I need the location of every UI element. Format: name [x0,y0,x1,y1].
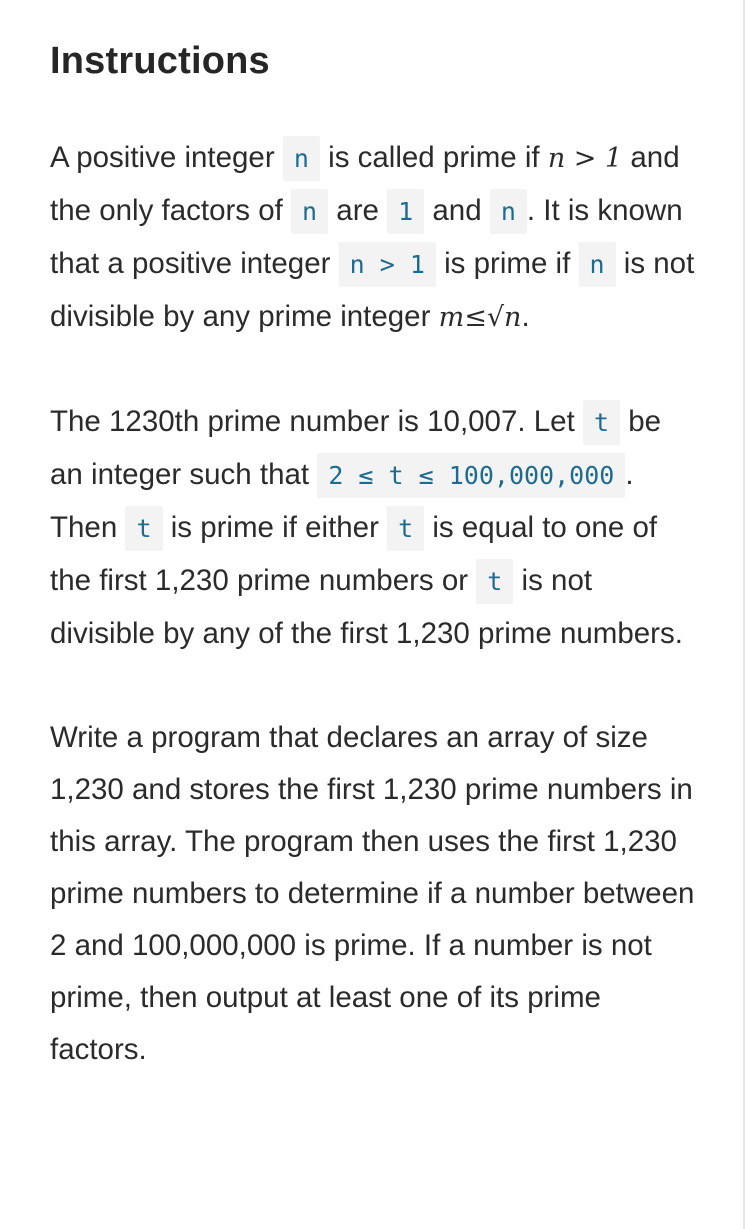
math-n-greater-1: n > 1 [547,143,623,174]
inline-code-n-greater-1: n > 1 [339,242,436,287]
text-segment: is prime if either [162,511,388,544]
inline-code-1: 1 [387,189,424,234]
text-segment: The 1230th prime number is 10,007. Let [50,405,583,438]
text-segment: is equal to one of the first 1,230 prime numbers or [50,511,658,597]
paragraph-prime-definition [50,132,700,344]
text-segment: be an integer such that [50,405,662,491]
instructions-panel [50,0,700,1076]
text-segment: is not divisible by any prime integer [50,247,695,333]
text-segment: . [521,300,530,333]
text-segment: is prime if [435,247,579,280]
inline-code-t: t [476,559,513,604]
inline-code-n: n [579,242,616,287]
text-segment: is not divisible by any of the first 1,230 prime numbers. [50,564,683,650]
inline-code-t: t [387,506,424,551]
inline-code-t: t [125,506,162,551]
inline-code-range: 2 ≤ t ≤ 100,000,000 [317,453,625,498]
text-segment: A positive integer [50,141,283,174]
page-title: Instructions [50,40,270,82]
inline-code-n: n [291,189,328,234]
text-segment: and the only factors of [50,141,680,227]
math-m-le-sqrt-n: m≤√n [438,302,522,333]
paragraph-1230th-prime [50,396,700,660]
inline-code-t: t [583,400,620,445]
text-segment: . Then [50,458,634,544]
text-segment: and [424,194,490,227]
text-segment: . It is known that a positive integer [50,194,683,280]
text-segment: is called prime if [319,141,548,174]
inline-code-n: n [283,136,320,181]
paragraph-program-task: Write a program that declares an array of size 1,230 and stores the first 1,230 prime numbers in this array. The program then uses the first 1,230 prime numbers to determine if a number between 2 and 100,000,000 is prime. If a number is not prime, then output at least one of its prime factors. [50,721,695,1066]
text-segment: are [328,194,388,227]
inline-code-n: n [490,189,527,234]
